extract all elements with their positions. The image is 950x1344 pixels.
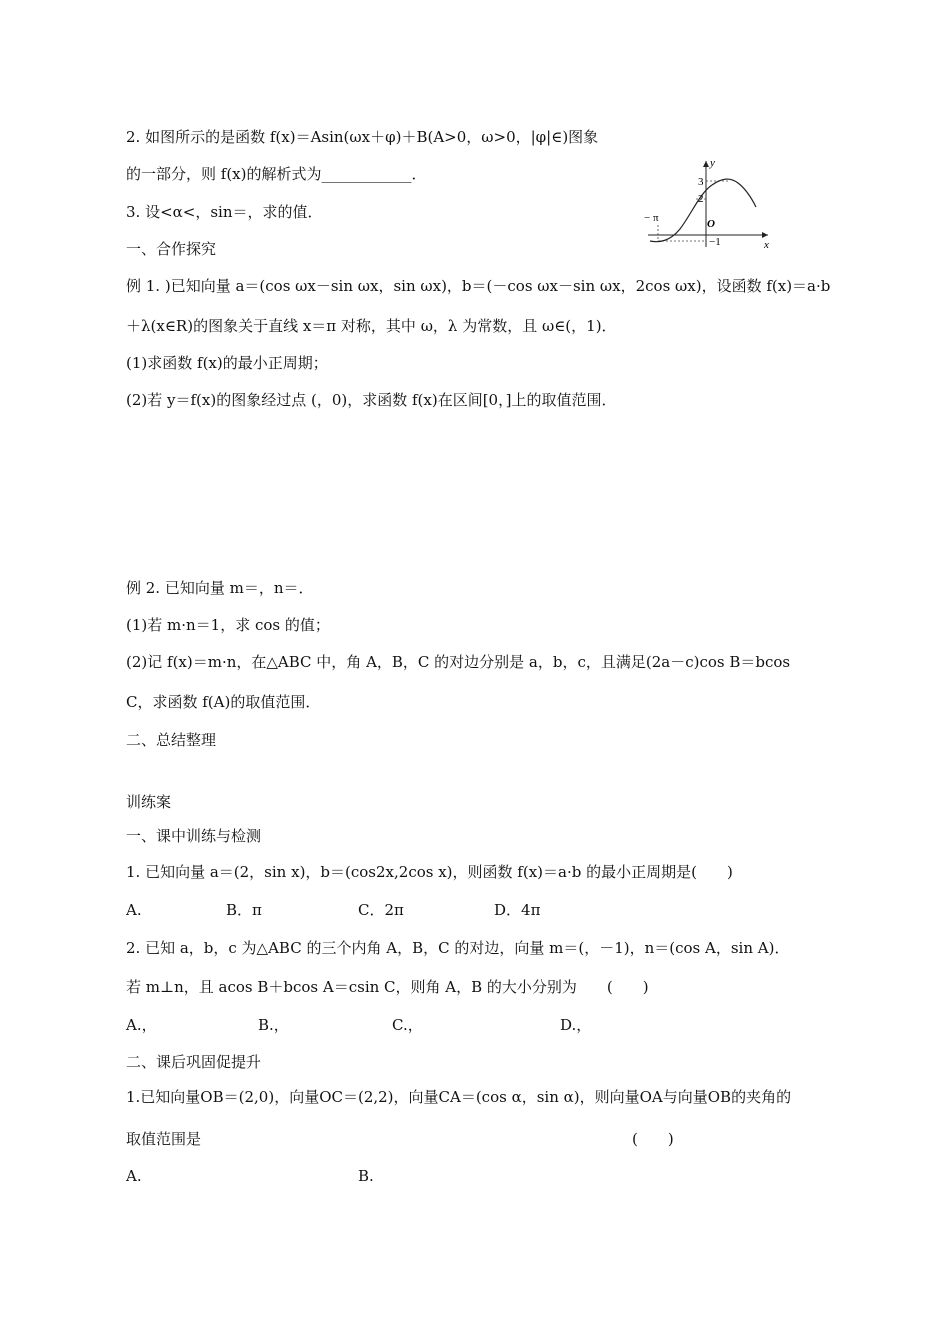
section-heading-after-class: 二、课后巩固促提升 [126, 1053, 262, 1071]
training-title: 训练案 [126, 793, 172, 811]
homework-question-1-answer-paren: ( ) [632, 1130, 674, 1148]
y-axis-arrow-icon [703, 161, 709, 167]
tick-label-negpi: − π [644, 212, 659, 224]
sine-curve [650, 179, 756, 242]
training-question-1: 1. 已知向量 a＝(2，sin x)，b＝(cos2x,2cos x)，则函数 f(x)＝a·b 的最小正周期是( ) [126, 863, 733, 881]
homework-question-1-line-1: 1.已知向量OB＝(2,0)，向量OC＝(2,2)，向量CA＝(cos α，sin α)，则向量OA与向量OB的夹角的 [126, 1088, 792, 1106]
training-question-2-option-a: A.， [126, 1016, 157, 1034]
example-2-part-2-line-1: (2)记 f(x)＝m·n，在△ABC 中，角 A，B，C 的对边分别是 a，b，c，且满足(2a－c)cos B＝bcos [126, 653, 791, 671]
question-2-line-1: 2. 如图所示的是函数 f(x)＝Asin(ωx＋φ)＋B(A>0，ω>0，|φ|∈)图象 [126, 128, 599, 146]
example-1-line-2: ＋λ(x∈R)的图象关于直线 x＝π 对称，其中 ω，λ 为常数，且 ω∈(，1)． [126, 317, 617, 335]
example-2-line-1: 例 2. 已知向量 m＝，n＝． [126, 579, 314, 597]
example-1-part-1: (1)求函数 f(x)的最小正周期； [126, 354, 328, 372]
function-graph-figure [640, 155, 780, 250]
training-question-2-option-c: C.， [392, 1016, 423, 1034]
example-1-line-1: 例 1. )已知向量 a＝(cos ωx－sin ωx，sin ωx)，b＝(－cos ωx－sin ωx，2cos ωx)，设函数 f(x)＝a·b [126, 277, 831, 295]
y-axis-label: y [710, 157, 715, 169]
tick-label-3: 3 [698, 176, 704, 188]
training-question-2-option-b: B.， [258, 1016, 289, 1034]
training-question-1-option-d: D．4π [494, 901, 541, 919]
example-1-part-2: (2)若 y＝f(x)的图象经过点 (，0)，求函数 f(x)在区间[0，]上的取值范围． [126, 391, 617, 409]
x-axis-label: x [764, 239, 769, 250]
training-question-2-option-d: D.， [560, 1016, 592, 1034]
tick-label-2: 2 [698, 193, 704, 205]
example-2-part-2-line-2: C，求函数 f(A)的取值范围． [126, 693, 321, 711]
homework-question-1-line-2: 取值范围是 [126, 1130, 202, 1148]
section-heading-summary: 二、总结整理 [126, 731, 217, 749]
homework-question-1-option-b: B. [358, 1167, 374, 1185]
example-2-part-1: (1)若 m·n＝1，求 cos 的值； [126, 616, 330, 634]
training-question-1-option-a: A. [126, 901, 142, 919]
question-3: 3. 设<α<，sin＝，求的值． [126, 203, 323, 221]
section-heading-cooperative: 一、合作探究 [126, 240, 217, 258]
section-heading-in-class: 一、课中训练与检测 [126, 827, 262, 845]
question-2-line-2: 的一部分，则 f(x)的解析式为____________． [126, 165, 427, 183]
tick-label-neg1: −1 [709, 236, 721, 248]
training-question-1-option-c: C．2π [358, 901, 404, 919]
x-axis-arrow-icon [762, 232, 768, 238]
homework-question-1-option-a: A. [126, 1167, 142, 1185]
training-question-2-line-1: 2. 已知 a，b，c 为△ABC 的三个内角 A，B，C 的对边，向量 m＝(，－1)，n＝(cos A，sin A)． [126, 939, 790, 957]
training-question-1-option-b: B．π [226, 901, 262, 919]
training-question-2-line-2: 若 m⊥n，且 acos B＋bcos A＝csin C，则角 A，B 的大小分别为 ( ) [126, 978, 649, 996]
origin-label: O [707, 218, 715, 230]
